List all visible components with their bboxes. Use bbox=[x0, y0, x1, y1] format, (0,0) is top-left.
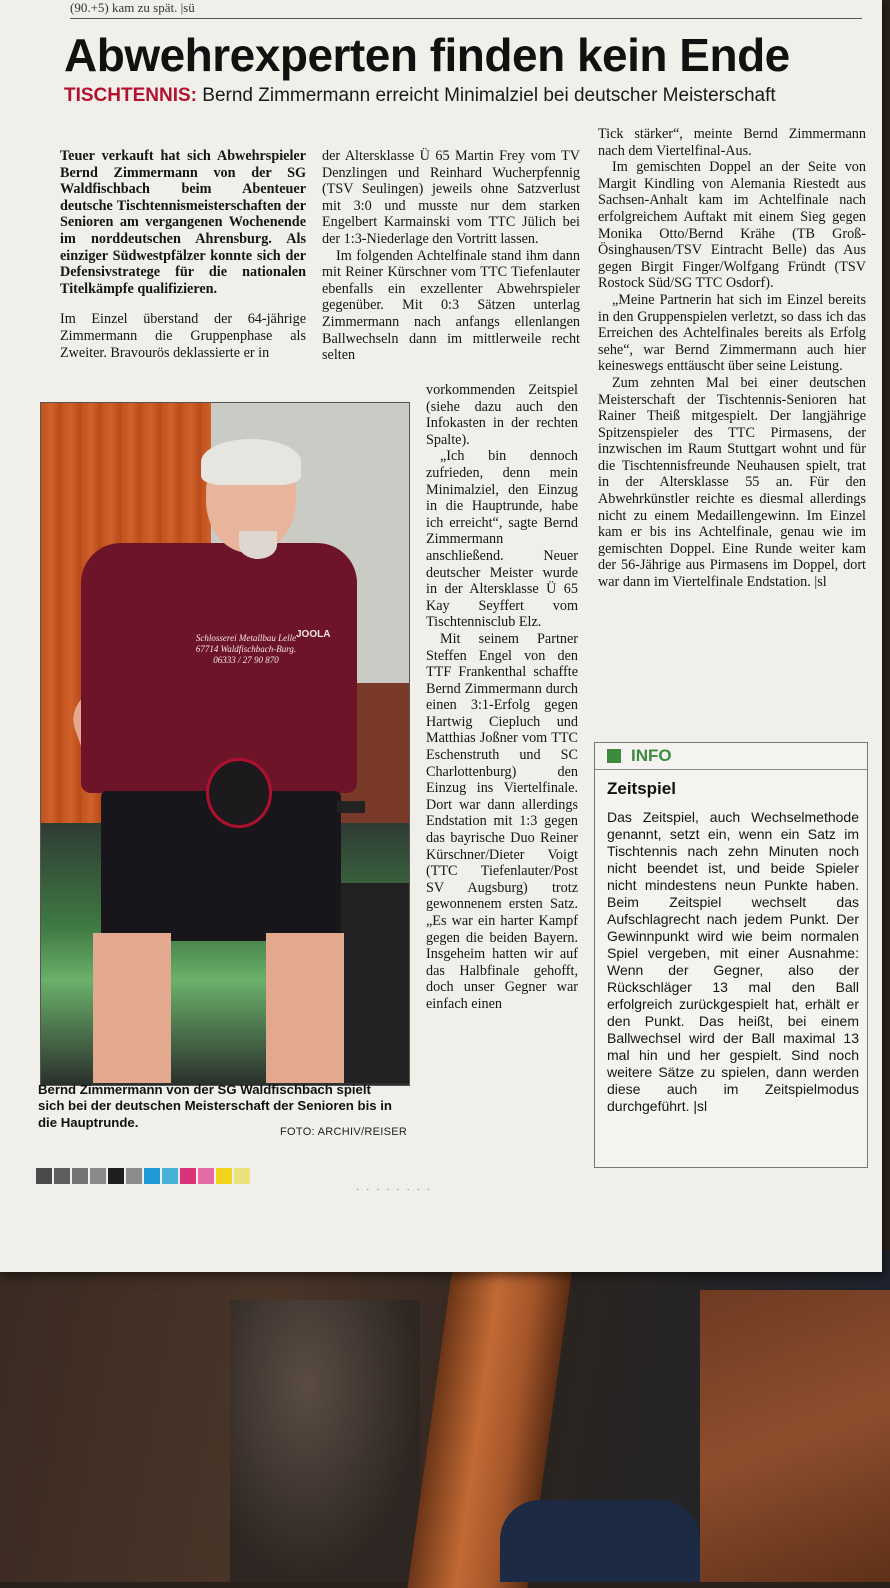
paragraph: „Ich bin dennoch zufrieden, denn mein Minimalziel, den Einzug in die Hauptrunde, habe ich erreicht“, sagte Bernd Zimmermann anschließend. Neuer deutscher Meister wurde in der Altersklasse Ü 65 Kay Seyffert vom Tischtennisclub Elz. bbox=[426, 448, 578, 631]
color-swatch bbox=[216, 1168, 232, 1184]
photo-caption: Bernd Zimmermann von der SG Waldfischbach spielt sich bei der deutschen Meisterschaft der Senioren bis in die Hauptrunde. bbox=[38, 1082, 392, 1130]
paragraph: Im Einzel überstand der 64-jährige Zimmermann die Gruppenphase als Zweiter. Bravourös deklassierte er in bbox=[60, 311, 306, 361]
previous-article-line: (90.+5) kam zu spät. |sü bbox=[70, 0, 195, 15]
table-tennis-table bbox=[341, 883, 409, 1083]
column-2 bbox=[322, 148, 580, 364]
subheadline-row bbox=[64, 85, 776, 107]
color-swatch bbox=[144, 1168, 160, 1184]
paragraph: vorkommenden Zeitspiel (siehe dazu auch den Infokasten in der rechten Spalte). bbox=[426, 382, 578, 448]
color-swatch bbox=[36, 1168, 52, 1184]
color-swatch bbox=[108, 1168, 124, 1184]
shirt-brand: JOOLA bbox=[296, 629, 331, 640]
info-box bbox=[594, 742, 868, 1168]
paragraph: Im gemischten Doppel an der Seite von Margit Kindling von Alemania Riestedt aus Sachsen-Anhalt kam im Achtelfinale nach erfolgreichem Auftakt mit einem Sieg gegen Monika Otto/Bernd Krähe (TB Groß-Ösinghausen/TSV Eintracht Belle) das Aus gegen Birgit Finger/Wolfgang Fründt (TSV Rostock Süd/SG TTC Osdorf). bbox=[598, 159, 866, 292]
color-swatch bbox=[234, 1168, 250, 1184]
column-1 bbox=[60, 148, 306, 361]
paragraph: Im folgenden Achtelfinale stand ihm dann mit Reiner Kürschner vom TTC Tiefenlauter ebenfalls ein exzellenter Abwehrspieler gegenüber. Mit 0:3 Sätzen unterlag Zimmermann nach anfangs ellenlangen Ballwechseln dann im mittlerweile recht selten bbox=[322, 247, 580, 364]
paragraph: Mit seinem Partner Steffen Engel von den TTF Frankenthal schaffte Bernd Zimmermann durch einen 3:1-Erfolg gegen Hartwig Ciepluch und Matthias Joßner vom TTC Eschenstruth und SC Charlottenburg) den Einzug ins Viertelfinale. Dort war dann allerdings Endstation mit 1:3 gegen das bayrische Duo Reiner Kürschner/Dieter Voigt (TTC Tiefenlauter/Post SV Augsburg) trotz gewonnenem ersten Satz. „Es war ein harter Kampf gegen die beiden Bayern. Insgeheim hatten wir auf das Halbfinale gehofft, doch unser Gegner war einfach einen bbox=[426, 630, 578, 1012]
paddle-icon bbox=[206, 758, 272, 828]
player-shirt bbox=[81, 543, 357, 793]
info-label: INFO bbox=[631, 746, 672, 765]
paragraph: der Altersklasse Ü 65 Martin Frey vom TV Denzlingen und Reinhard Wucherpfennig (TSV Seulingen) jeweils ohne Satzverlust mit 3:0 und musste nur dem starken Engelbert Karmainski vom TTC Jülich bei der 1:3-Niederlage den Vortritt lassen. bbox=[322, 148, 580, 247]
color-swatch bbox=[90, 1168, 106, 1184]
color-swatch bbox=[126, 1168, 142, 1184]
print-color-strip bbox=[36, 1168, 250, 1190]
paragraph: „Meine Partnerin hat sich im Einzel bereits in den Gruppenspielen verletzt, so dass ich das Erreichen des Achtelfinales bereits als Erfolg sehe“, war Bernd Zimmermann auch hier keineswegs enttäuscht über seine Leistung. bbox=[598, 291, 866, 375]
registration-marks: · · · · · · · · bbox=[356, 1184, 433, 1195]
column-3 bbox=[598, 126, 866, 591]
kicker: TISCHTENNIS: bbox=[64, 85, 197, 106]
info-square-icon bbox=[607, 749, 621, 763]
subheadline: Bernd Zimmermann erreicht Minimalziel bei deutscher Meisterschaft bbox=[202, 85, 776, 106]
color-swatch bbox=[72, 1168, 88, 1184]
shirt-print: Schlosserei Metallbau Lelle 67714 Waldfischbach-Burg. 06333 / 27 90 870 bbox=[195, 633, 297, 665]
info-body: Das Zeitspiel, auch Wechselmethode genannt, setzt ein, wenn ein Satz im Tischtennis nach zehn Minuten noch nicht beendet ist, und beide Spieler nicht mindestens neun Punkte haben. Beim Zeitspiel wechselt das Aufschlagrecht nach jedem Punkt. Der Gewinnpunkt wird wie beim normalen Spiel vergeben, mit einer Ausnahme: Wenn der Gegner, also der Rückschläger 13 mal den Ball erfolgreich zurückgespielt hat, erhält er den Punkt. Das heißt, bei einem Ballwechsel wird der Ball maximal 13 mal hin und her gespielt. Sind noch weitere Sätze zu spielen, dann werden diese auch im Zeitspielmodus durchgeführt. |sl bbox=[607, 809, 859, 1114]
color-swatch bbox=[180, 1168, 196, 1184]
top-rule bbox=[70, 18, 862, 19]
wooden-chair bbox=[700, 1290, 890, 1582]
color-swatch bbox=[54, 1168, 70, 1184]
column-2-narrow bbox=[426, 382, 578, 1013]
denim-fabric bbox=[500, 1500, 700, 1582]
color-swatch bbox=[162, 1168, 178, 1184]
paragraph: Tick stärker“, meinte Bernd Zimmermann nach dem Viertelfinal-Aus. bbox=[598, 126, 866, 159]
lead-paragraph: Teuer verkauft hat sich Abwehrspieler Bernd Zimmermann von der SG Waldfischbach beim Abenteuer deutsche Tischtennismeisterschaften der Senioren am vergangenen Wochenende im norddeutschen Ahrensburg. Als einziger Südwestpfälzer konnte sich der Defensivstratege für die nationalen Titelkämpfe qualifizieren. bbox=[60, 148, 306, 297]
cloth-pile bbox=[230, 1300, 420, 1582]
info-title: Zeitspiel bbox=[607, 779, 676, 798]
color-swatch bbox=[198, 1168, 214, 1184]
headline: Abwehrexperten finden kein Ende bbox=[64, 29, 790, 81]
paragraph: Zum zehnten Mal bei einer deutschen Meisterschaft der Tischtennis-Senioren hat Rainer Theiß mitgespielt. Der langjährige Spitzenspieler des TTC Pirmasens, der inzwischen im Raum Stuttgart wohnt und für die Tischtennisfreunde Neuhausen spielt, trat in der Altersklasse 55 an. Für den Abwehrkünstler reichte es diesmal allerdings nicht zu einem Medaillengewinn. Im Einzel kam er bis ins Achtelfinale, genau wie im gemischten Doppel. Eine Runde weiter kam der 56-Jährige aus Pirmasens im Doppel, dort war dann im Viertelfinale Endstation. |sl bbox=[598, 374, 866, 591]
player-photo bbox=[40, 402, 410, 1086]
photo-credit: FOTO: ARCHIV/REISER bbox=[280, 1126, 408, 1138]
